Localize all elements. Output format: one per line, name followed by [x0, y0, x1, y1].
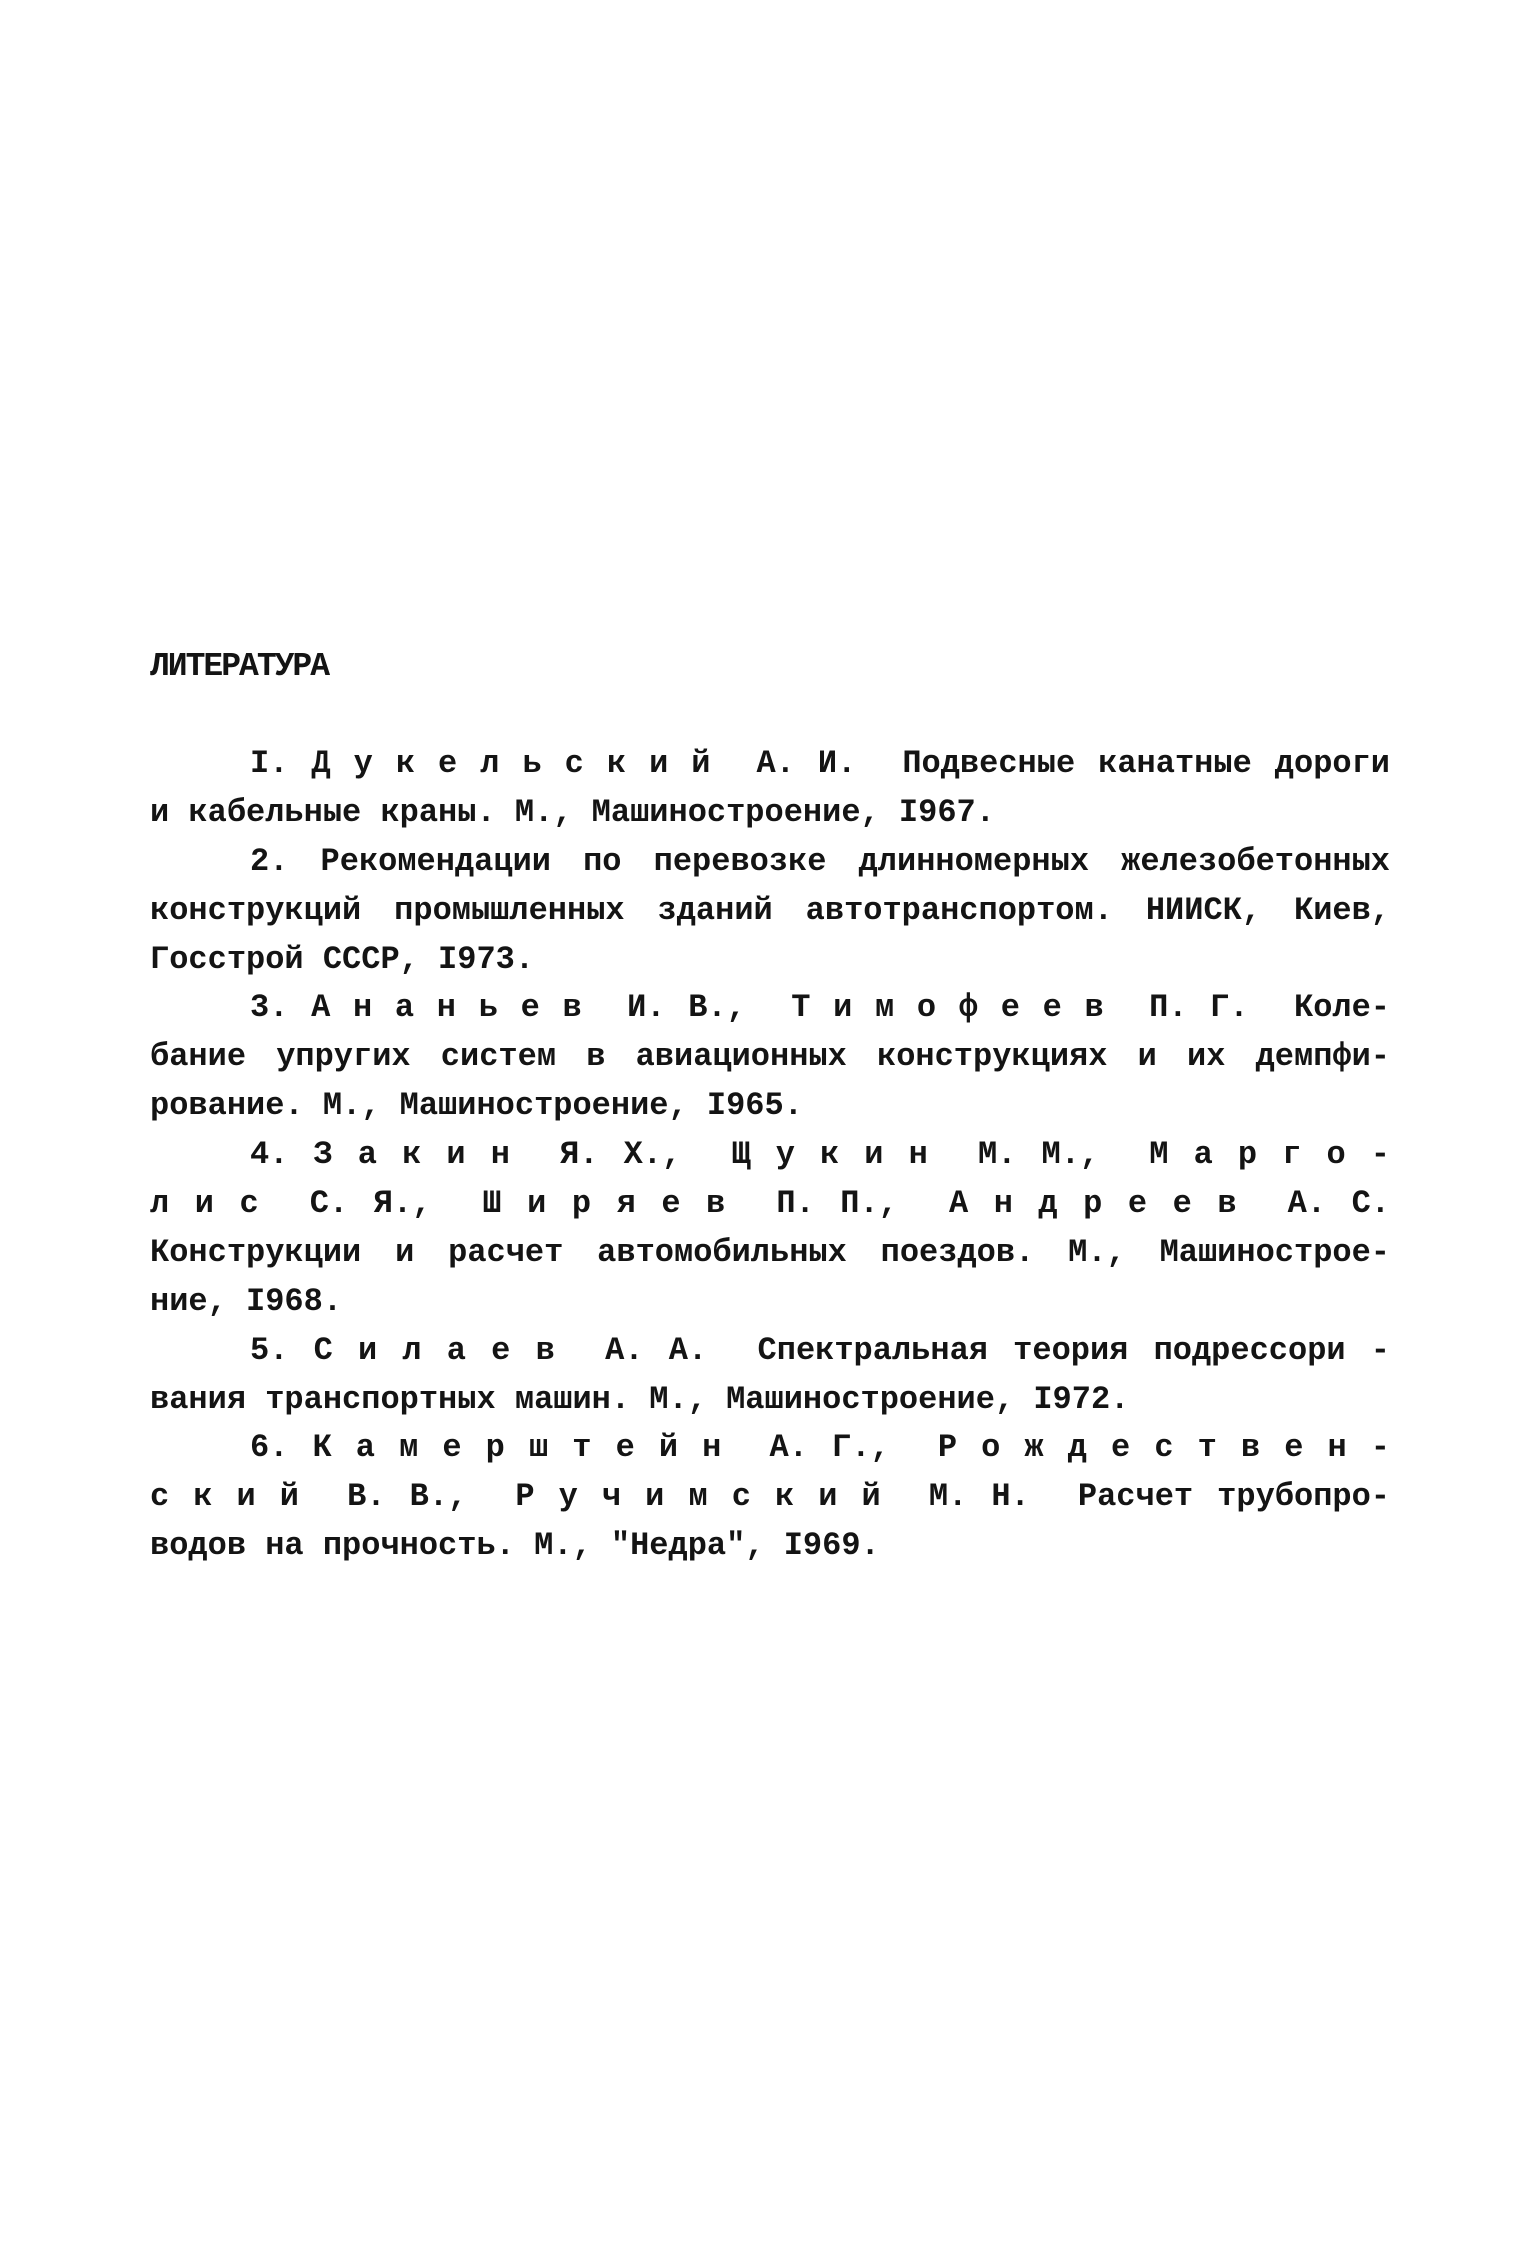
bibliography-line: Конструкции и расчет автомобильных поездов. М., Машинострое- [150, 1233, 1390, 1271]
bibliography-line: 2. Рекомендации по перевозке длинномерных железобетонных [250, 842, 1390, 880]
bibliography-line: ние, I968. [150, 1282, 343, 1320]
bibliography-line: водов на прочность. М., "Недра", I969. [150, 1527, 880, 1565]
bibliography-line: л и с С. Я., Ш и р я е в П. П., А н д р е е в А. С. [150, 1185, 1390, 1223]
section-heading: ЛИТЕРАТУРА [150, 648, 329, 685]
bibliography-line: 5. С и л а е в А. А. Спектральная теория подрессори - [250, 1331, 1390, 1369]
bibliography-line: конструкций промышленных зданий автотранспортом. НИИСК, Киев, [150, 891, 1390, 929]
bibliography-line: 3. А н а н ь е в И. В., Т и м о ф е е в П. Г. Коле- [250, 989, 1390, 1027]
bibliography-list [150, 740, 1390, 1571]
bibliography-line: 4. З а к и н Я. Х., Щ у к и н М. М., М а р г о - [250, 1136, 1390, 1174]
bibliography-line: I. Д у к е л ь с к и й А. И. Подвесные канатные дороги [250, 745, 1390, 782]
bibliography-line: 6. К а м е р ш т е й н А. Г., Р о ж д е с т в е н - [250, 1429, 1390, 1467]
bibliography-line: и кабельные краны. М., Машиностроение, I967. [150, 793, 995, 831]
bibliography-line: рование. М., Машиностроение, I965. [150, 1087, 803, 1125]
bibliography-line: бание упругих систем в авиационных конструкциях и их демпфи- [150, 1038, 1390, 1076]
bibliography-line: Госстрой СССР, I973. [150, 940, 535, 978]
bibliography-line: вания транспортных машин. М., Машиностроение, I972. [150, 1380, 1130, 1418]
bibliography-line: с к и й В. В., Р у ч и м с к и й М. Н. Расчет трубопро- [150, 1478, 1390, 1516]
